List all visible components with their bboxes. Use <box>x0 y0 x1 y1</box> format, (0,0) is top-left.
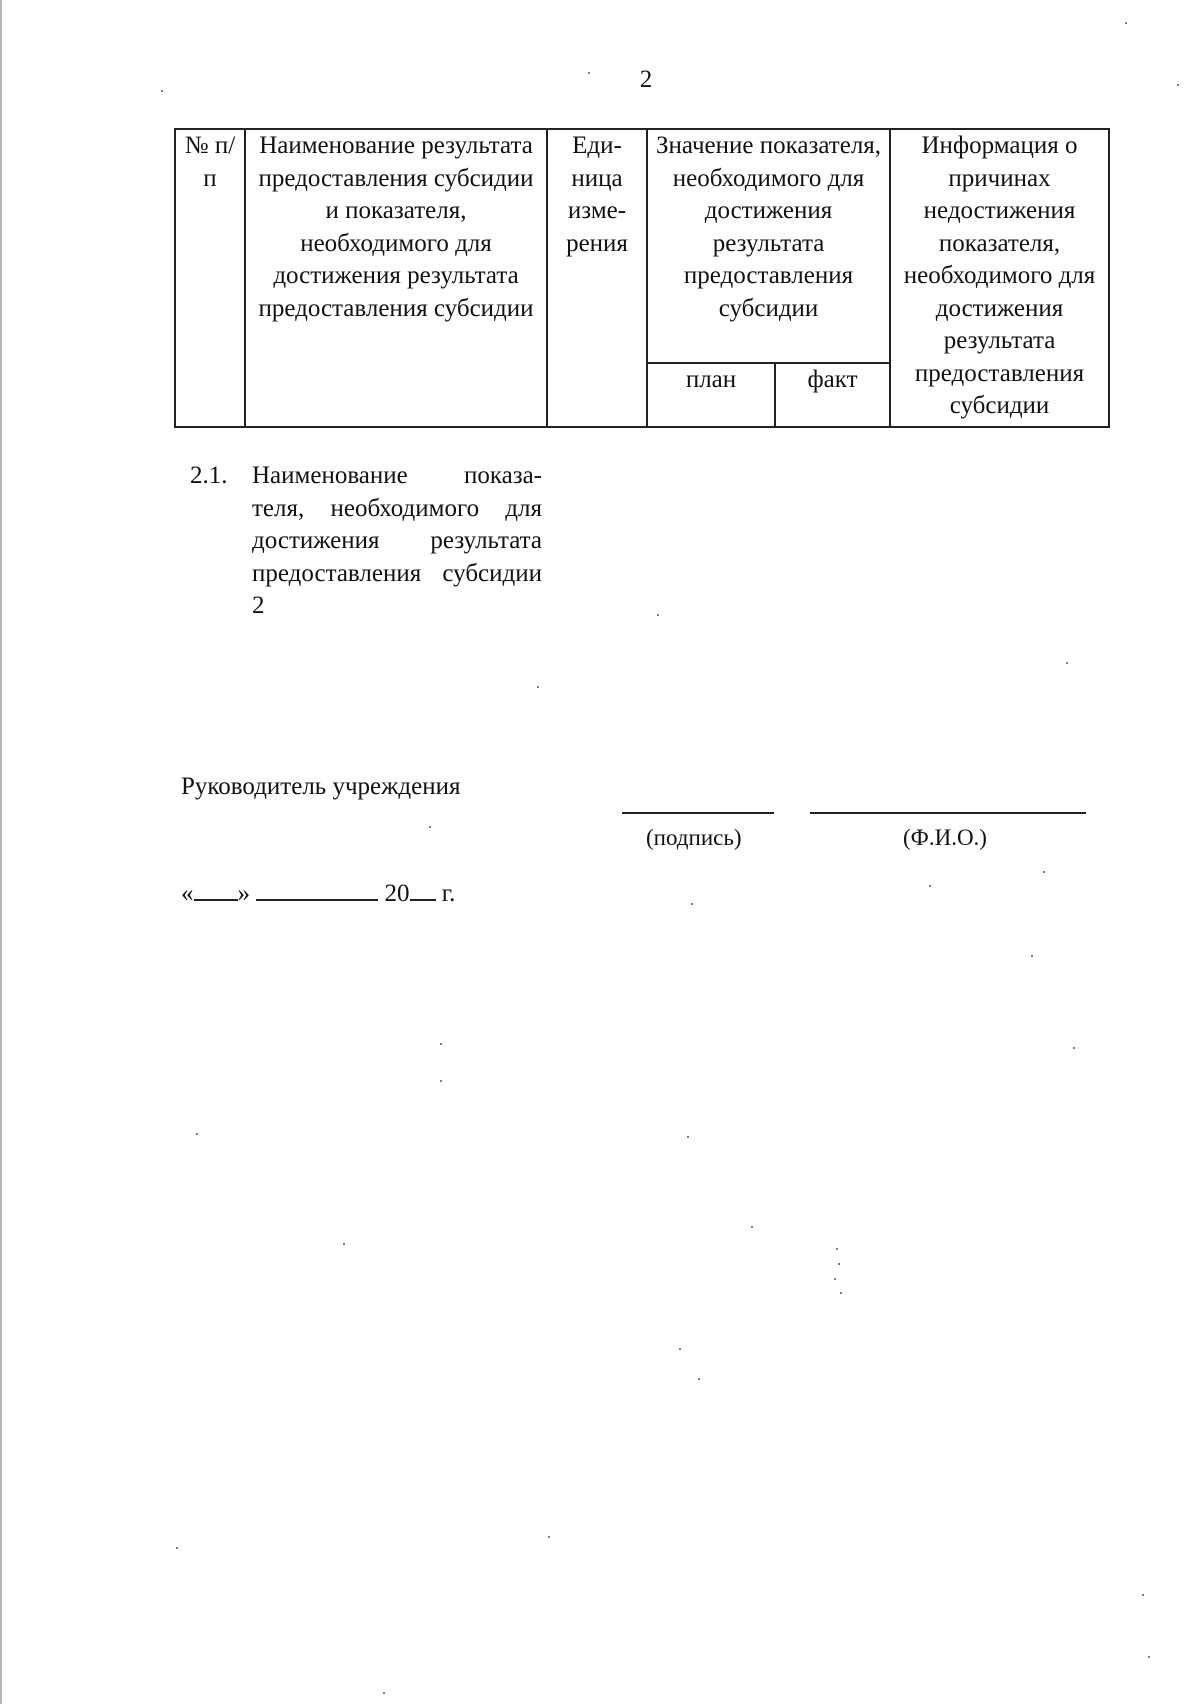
year-suffix: г. <box>441 880 456 907</box>
year-blank <box>410 877 436 901</box>
scan-speck <box>1148 1656 1150 1658</box>
header-info: Информация о причинах недостижения показателя, необходимого для достижения результата предоставления субсидии <box>890 129 1109 427</box>
scan-speck <box>657 614 659 616</box>
scan-speck <box>588 72 590 74</box>
date-close-quote: » <box>237 880 250 907</box>
header-unit: Еди- ница изме- рения <box>547 129 647 427</box>
scan-speck <box>1066 662 1068 664</box>
scan-speck <box>1031 955 1033 957</box>
header-number: № п/п <box>175 129 245 427</box>
head-of-institution-label: Руководитель учреждения <box>181 773 461 800</box>
scan-speck <box>679 1348 681 1350</box>
scan-speck <box>751 1226 753 1228</box>
header-name: Наименование результата предоставления субсидии и показателя, необходимого для достижения результата предоставления субсидии <box>245 129 547 427</box>
scan-speck <box>161 90 163 92</box>
row-number: 2.1. <box>190 462 228 489</box>
scan-speck <box>440 1043 442 1045</box>
page-number: 2 <box>639 66 653 93</box>
scan-speck <box>383 1692 385 1694</box>
scan-speck <box>1073 1047 1075 1049</box>
scan-speck <box>343 1243 345 1245</box>
signature-caption: (подпись) <box>646 825 742 850</box>
scan-speck <box>1142 1594 1144 1596</box>
year-prefix: 20 <box>384 880 410 907</box>
month-blank <box>256 877 378 901</box>
scan-speck <box>537 686 539 688</box>
scan-speck <box>440 1080 442 1082</box>
scan-speck <box>929 885 931 887</box>
scan-speck <box>1043 871 1045 873</box>
scan-speck <box>834 1278 836 1280</box>
scan-speck <box>548 1536 550 1538</box>
scan-speck <box>691 903 693 905</box>
scan-speck <box>429 826 431 828</box>
day-blank <box>194 877 238 901</box>
header-fact: факт <box>775 363 890 427</box>
scan-edge <box>0 0 2 1704</box>
scan-speck <box>838 1263 840 1265</box>
indicator-table <box>174 128 1110 428</box>
scan-speck <box>836 1248 838 1250</box>
scan-speck <box>698 1378 700 1380</box>
scan-speck <box>1177 84 1179 86</box>
row-name: Наименование показа- теля, необходимого для достижения результата предоставления субсидии 2 <box>252 462 542 619</box>
name-line <box>810 812 1086 814</box>
date-line <box>181 877 455 908</box>
name-caption: (Ф.И.О.) <box>903 825 987 850</box>
header-value: Значение показателя, необходимого для достижения результата предоставления субсидии <box>647 129 890 363</box>
scan-speck <box>687 1136 689 1138</box>
scan-speck <box>1125 22 1127 24</box>
scan-speck <box>840 1292 842 1294</box>
header-plan: план <box>647 363 775 427</box>
scan-speck <box>176 1547 178 1549</box>
scan-speck <box>196 1133 198 1135</box>
date-open-quote: « <box>181 880 194 907</box>
signature-line <box>622 812 774 814</box>
